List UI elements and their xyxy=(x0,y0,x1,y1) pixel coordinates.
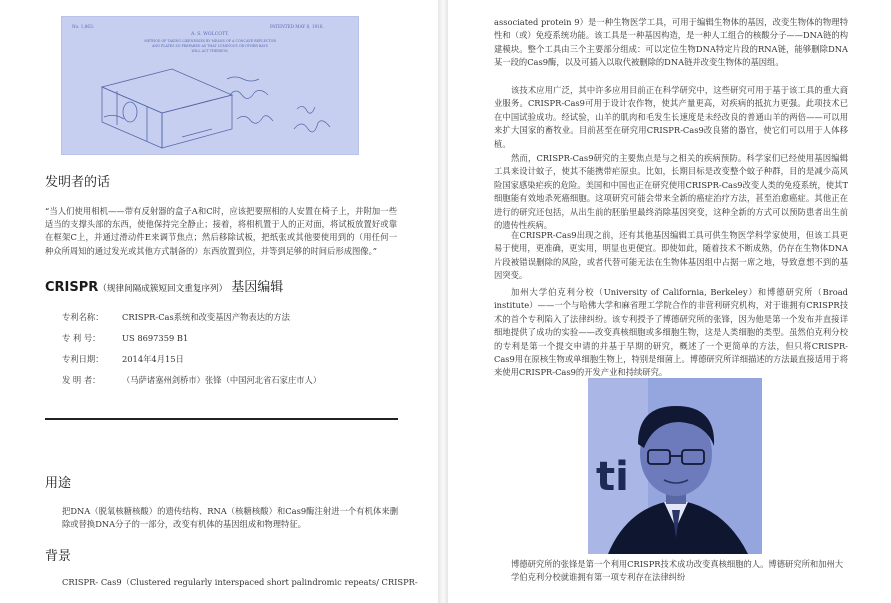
inventor-words-heading: 发明者的话 xyxy=(45,175,111,190)
meta-value: （马萨诸塞州剑桥市）张锋（中国河北省石家庄市人） xyxy=(122,375,322,385)
meta-row-patent-name xyxy=(62,311,290,323)
crispr-title-main: CRISPR xyxy=(45,280,99,295)
paragraph-patent-dispute: 加州大学伯克利分校（University of California, Berkeley）和博德研究所（Broad institute）——一个与哈佛大学和麻省理工学院合作的非营利研究机构，对于谁拥有CRISPR技术的首个专利陷入了法律纠纷。该专利授予了博德研究所的张锋，因为他是第一个发布并直接详细地提供了成功的实验——改变真核细胞或多细胞生物，这是人类细胞的类型。虽然伯克利分校的专利是第一个提交申请的并基于早期的研究，概述了一个更简单的方法，但只将CRISPR-Cas9用在原核生物或单细胞生物上，特别是细菌上。博德研究所详细描述的方法最直接适用于将来使用CRISPR-Cas9的开发产业和持续研究。 xyxy=(494,287,848,378)
patent-date: PATENTED MAY 8, 1916. xyxy=(270,24,324,29)
patent-drawing-image xyxy=(61,16,359,155)
signatures-sketch xyxy=(227,77,330,132)
inventor-quote: “当人们使用相机——带有反射器的盒子A和C时，应该把要照相的人安置在椅子上，并附加一些适当的支撑头部的东西，使他保持完全静止；接着，将相机置于人的正对面，将试板放置好或靠在框架C上，并通过滑动件E来调节焦点；然后移除试板，把纸张或其他要使用到的（用任何一种众所周知的通过发光或其他方式制备的）东西放置到位，并等到足够的时间后形成图像。” xyxy=(45,206,397,256)
meta-value: 2014年4月15日 xyxy=(122,354,184,364)
paragraph-crispr-definition: associated protein 9）是一种生物医学工具，可用于编辑生物体的基因，改变生物体的物理特性和（或）免疫系统功能。该工具是一种基因构造，是一种人工组合的核酸分子——DNA链的构建模块。整个工具由三个主要部分组成：可以定位生物DNA特定片段的RNA链，能够删除DNA某一段的Cas9酶，以及可插入以取代被删除的DNA链并改变生物体的基因组。 xyxy=(494,17,848,68)
meta-label: 专利日期： xyxy=(62,354,104,364)
camera-box-sketch xyxy=(102,69,232,148)
meta-row-patent-date xyxy=(62,353,184,365)
left-page xyxy=(0,0,438,603)
svg-text:ti: ti xyxy=(596,454,629,500)
meta-label: 专利名称： xyxy=(62,312,104,322)
patent-inventor: A. S. WOLCOTT. xyxy=(191,32,229,37)
right-page xyxy=(448,0,891,603)
book-gutter xyxy=(438,0,448,603)
background-heading: 背景 xyxy=(45,549,72,564)
meta-label: 专 利 号： xyxy=(62,333,101,343)
meta-label: 发 明 者： xyxy=(62,375,101,385)
paragraph-applications: 该技术应用广泛，其中许多应用目前正在科学研究中，这些研究可用于基于该工具的重大商业服务。CRISPR-Cas9可用于设计农作物，使其产量更高，对疾病的抵抗力更强。此项技术已在中国试验成功。经试验，山羊的肌肉和毛发生长速度是未经改良的普通山羊的两倍——可以用来扩大国家的畜牧业。目前甚至在研究用CRISPR-Cas9改良猪的器官，使它们可以用于人体移植。 xyxy=(494,85,848,149)
paragraph-prior-tools: 在CRISPR-Cas9出现之前，还有其他基因编辑工具可供生物医学科学家使用，但该工具更易于使用，更准确，更实用，明显也更便宜。即使如此，随着技术不断成熟，仍存在生物体DNA片段被错误删除的风险，或者代替可能无法在生物体基因组中占据一席之地，导致意想不到的基因突变。 xyxy=(494,230,848,281)
patent-title-line-2: AND PLATES SO PREPARED AS THAT LUMINOUS OR OTHER RAYS xyxy=(152,44,268,48)
meta-value: US 8697359 B1 xyxy=(122,333,189,343)
meta-row-inventor xyxy=(62,374,321,386)
patent-number: No. 1,863. xyxy=(72,24,95,29)
usage-text: 把DNA（脱氧核糖核酸）的遗传结构、RNA（核糖核酸）和Cas9酶注射进一个有机体来删除或替换DNA分子的一部分，改变有机体的基因组成和物理特征。 xyxy=(62,506,398,530)
meta-value: CRISPR-Cas系统和改变基因产物表达的方法 xyxy=(122,312,290,322)
crispr-title-tail: 基因编辑 xyxy=(231,280,284,295)
section-divider xyxy=(45,418,398,420)
crispr-section-title xyxy=(45,276,283,295)
paragraph-disease-prevention: 然而，CRISPR-Cas9研究的主要焦点是与之相关的疾病预防。科学家们已经使用基因编辑工具来设计蚊子，使其不能携带疟原虫。比如，长期目标是改变整个蚊子种群，目的是减少高风险国家感染疟疾的危险。美国和中国也正在研究使用CRISPR-Cas9改变人类的免疫系统，使其T细胞能有效地杀死癌细胞。这项研究可能会带来全新的癌症治疗方法，甚至治愈癌症。其他正在进行的研究还包括，从出生前的胚胎里最终消除基因突变，这种全新的方式可以预防患者出生前的遗传性疾病。 xyxy=(494,153,848,231)
crispr-title-subtitle: （规律间隔成簇短回文重复序列） xyxy=(98,284,228,294)
meta-row-patent-number xyxy=(62,332,188,344)
usage-heading: 用途 xyxy=(45,476,72,491)
patent-title-line-3: WILL ACT THEREON. xyxy=(191,49,229,53)
photo-caption: 博德研究所的张锋是第一个利用CRISPR技术成功改变真核细胞的人。博德研究所和加州大学伯克利分校就谁拥有第一项专利存在法律纠纷 xyxy=(511,559,844,582)
patent-title-line-1: METHOD OF TAKING LIKENESSES BY MEANS OF A CONCAVE REFLECTOR xyxy=(144,39,276,43)
zhang-feng-photo xyxy=(588,378,762,554)
background-text: CRISPR- Cas9（Clustered regularly interspaced short palindromic repeats/ CRISPR- xyxy=(62,577,418,587)
